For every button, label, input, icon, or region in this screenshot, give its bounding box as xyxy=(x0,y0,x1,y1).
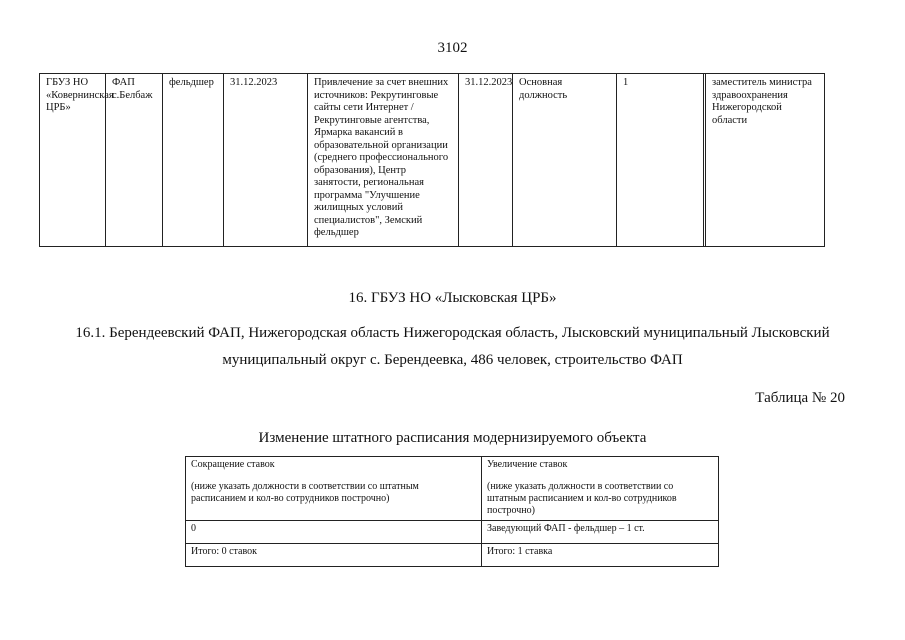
table-number: Таблица № 20 xyxy=(755,390,845,406)
subsection-title: 16.1. Берендеевский ФАП, Нижегородская область Нижегородская область, Лысковский муниципальный Лысковский муниципальный округ с. Берендеевка, 486 человек, строительство ФАП xyxy=(75,325,830,368)
sources-cell: Привлечение за счет внешних источников: Рекрутинговые сайты сети Интернет / Рекрутинговые агентства, Ярмарка вакансий в образовательной организации (среднего профессионального образования), Центр занятости, региональная программа "Улучшение жилищных условий специалистов", Земский фельдшер xyxy=(308,74,459,247)
page-number: 3102 xyxy=(437,40,468,56)
responsible-cell: заместитель министра здравоохранения Нижегородской области xyxy=(706,74,825,247)
increase-value: Заведующий ФАП - фельдшер – 1 ст. xyxy=(482,521,719,544)
table-row xyxy=(186,457,719,521)
increase-header: Увеличение ставок xyxy=(487,459,568,470)
table-row xyxy=(186,544,719,567)
spacer xyxy=(191,471,476,481)
header-cell-left xyxy=(186,457,482,521)
staff-change-table xyxy=(185,456,719,567)
increase-total: Итого: 1 ставка xyxy=(482,544,719,567)
table-row xyxy=(40,74,825,247)
date2-cell: 31.12.2023 xyxy=(459,74,513,247)
reduction-header: Сокращение ставок xyxy=(191,459,275,470)
table-caption: Изменение штатного расписания модернизируемого объекта xyxy=(258,430,647,446)
spacer xyxy=(487,471,713,481)
recruitment-table xyxy=(39,73,825,247)
reduction-total: Итого: 0 ставок xyxy=(186,544,482,567)
reduction-note: (ниже указать должности в соответствии со штатным расписанием и кол-во сотрудников построчно) xyxy=(191,481,419,504)
employment-cell: Основная должность xyxy=(513,74,617,247)
reduction-value: 0 xyxy=(186,521,482,544)
institution-cell: ГБУЗ НО «Ковернинская ЦРБ» xyxy=(40,74,106,247)
facility-cell: ФАП с.Белбаж xyxy=(106,74,163,247)
position-cell: фельдшер xyxy=(163,74,224,247)
count-cell: 1 xyxy=(617,74,704,247)
table-row xyxy=(186,521,719,544)
header-cell-right xyxy=(482,457,719,521)
increase-note: (ниже указать должности в соответствии со штатным расписанием и кол-во сотрудников построчно) xyxy=(487,481,677,516)
date-cell: 31.12.2023 xyxy=(224,74,308,247)
section-title: 16. ГБУЗ НО «Лысковская ЦРБ» xyxy=(348,290,557,306)
